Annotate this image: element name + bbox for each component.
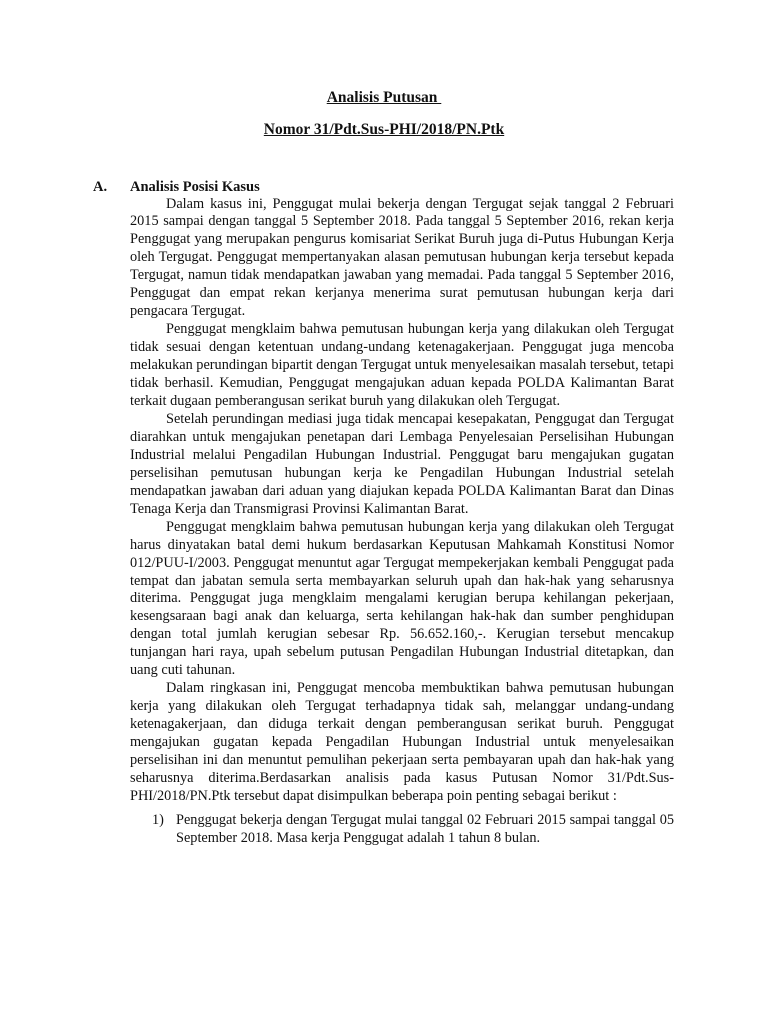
paragraph: Penggugat mengklaim bahwa pemutusan hubungan kerja yang dilakukan oleh Tergugat tidak sesuai dengan ketentuan undang-undang ketenagakerjaan. Penggugat juga mencoba melakukan perundingan bipartit dengan Tergugat untuk menyelesaikan masalah tersebut, tetapi tidak berhasil. Kemudian, Penggugat mengajukan aduan kepada POLDA Kalimantan Barat terkait dugaan pemberangusan serikat buruh yang dilakukan oleh Tergugat. bbox=[130, 321, 674, 409]
paragraph: Setelah perundingan mediasi juga tidak mencapai kesepakatan, Penggugat dan Tergugat diarahkan untuk mengajukan penetapan dari Lembaga Penyelesaian Perselisihan Hubungan Industrial melalui Pengadilan Hubungan Industrial. Penggugat baru mengajukan gugatan perselisihan pemutusan hubungan kerja ke Pengadilan Hubungan Industrial setelah mendapatkan jawaban dari aduan yang diajukan kepada POLDA Kalimantan Barat dan Dinas Tenaga Kerja dan Transmigrasi Provinsi Kalimantan Barat. bbox=[130, 410, 674, 517]
paragraph: Dalam kasus ini, Penggugat mulai bekerja dengan Tergugat sejak tanggal 2 Februari 2015 sampai dengan tanggal 5 September 2018. Pada tanggal 5 September 2016, rekan kerja Penggugat yang merupakan pengurus komisariat Serikat Buruh juga di-Putus Hubungan Kerja oleh Tergugat. Penggugat mempertanyakan alasan pemutusan hubungan kerja tersebut kepada Tergugat, namun tidak mendapatkan jawaban yang memadai. Pada tanggal 5 September 2016, Penggugat dan empat rekan kerjanya menerima surat pemutusan hubungan kerja dari pengacara Tergugat. bbox=[130, 195, 674, 320]
paragraph: Dalam ringkasan ini, Penggugat mencoba membuktikan bahwa pemutusan hubungan kerja yang dilakukan oleh Tergugat terhadapnya tidak sah, melanggar undang-undang ketenagakerjaan, dan diduga terkait dengan pemberangusan serikat buruh. Penggugat mengajukan gugatan kepada Pengadilan Hubungan Industrial untuk menyelesaikan perselisihan ini dan menuntut pemulihan pekerjaan serta pembayaran upah dan hak-hak yang seharusnya diterima.Berdasarkan analisis pada kasus Putusan Nomor 31/Pdt.Sus-PHI/2018/PN.Ptk tersebut dapat disimpulkan beberapa poin penting sebagai berikut : bbox=[130, 680, 674, 804]
paragraph: Penggugat mengklaim bahwa pemutusan hubungan kerja yang dilakukan oleh Tergugat harus dinyatakan batal demi hukum berdasarkan Keputusan Mahkamah Konstitusi Nomor 012/PUU-I/2003. Penggugat menuntut agar Tergugat mempekerjakan kembali Penggugat pada tempat dan jabatan semula serta membayarkan seluruh upah dan hak-hak yang seharusnya diterima. Penggugat juga mengklaim mengalami kerugian berupa kehilangan pekerjaan, kesengsaraan bagi anak dan keluarga, serta kehilangan hak-hak dan sumber penghidupan dengan total jumlah kerugian sebesar Rp. 56.652.160,-. Kerugian tersebut mencakup tunjangan hari raya, upah sebelum putusan Pengadilan Hubungan Industrial ditetapkan, dan uang cuti tahunan. bbox=[130, 518, 674, 679]
document-subtitle: Nomor 31/Pdt.Sus-PHI/2018/PN.Ptk bbox=[263, 121, 505, 138]
conclusion-list bbox=[130, 812, 674, 848]
list-item bbox=[130, 812, 674, 848]
list-item-text: Penggugat bekerja dengan Tergugat mulai tanggal 02 Februari 2015 sampai tanggal 05 September 2018. Masa kerja Penggugat adalah 1 tahun 8 bulan. bbox=[176, 811, 674, 846]
section-heading: Analisis Posisi Kasus bbox=[130, 179, 260, 195]
list-item-number: 1) bbox=[152, 811, 164, 828]
section-body bbox=[130, 196, 674, 848]
document-title: Analisis Putusan bbox=[326, 89, 442, 106]
section-marker: A. bbox=[93, 179, 108, 195]
